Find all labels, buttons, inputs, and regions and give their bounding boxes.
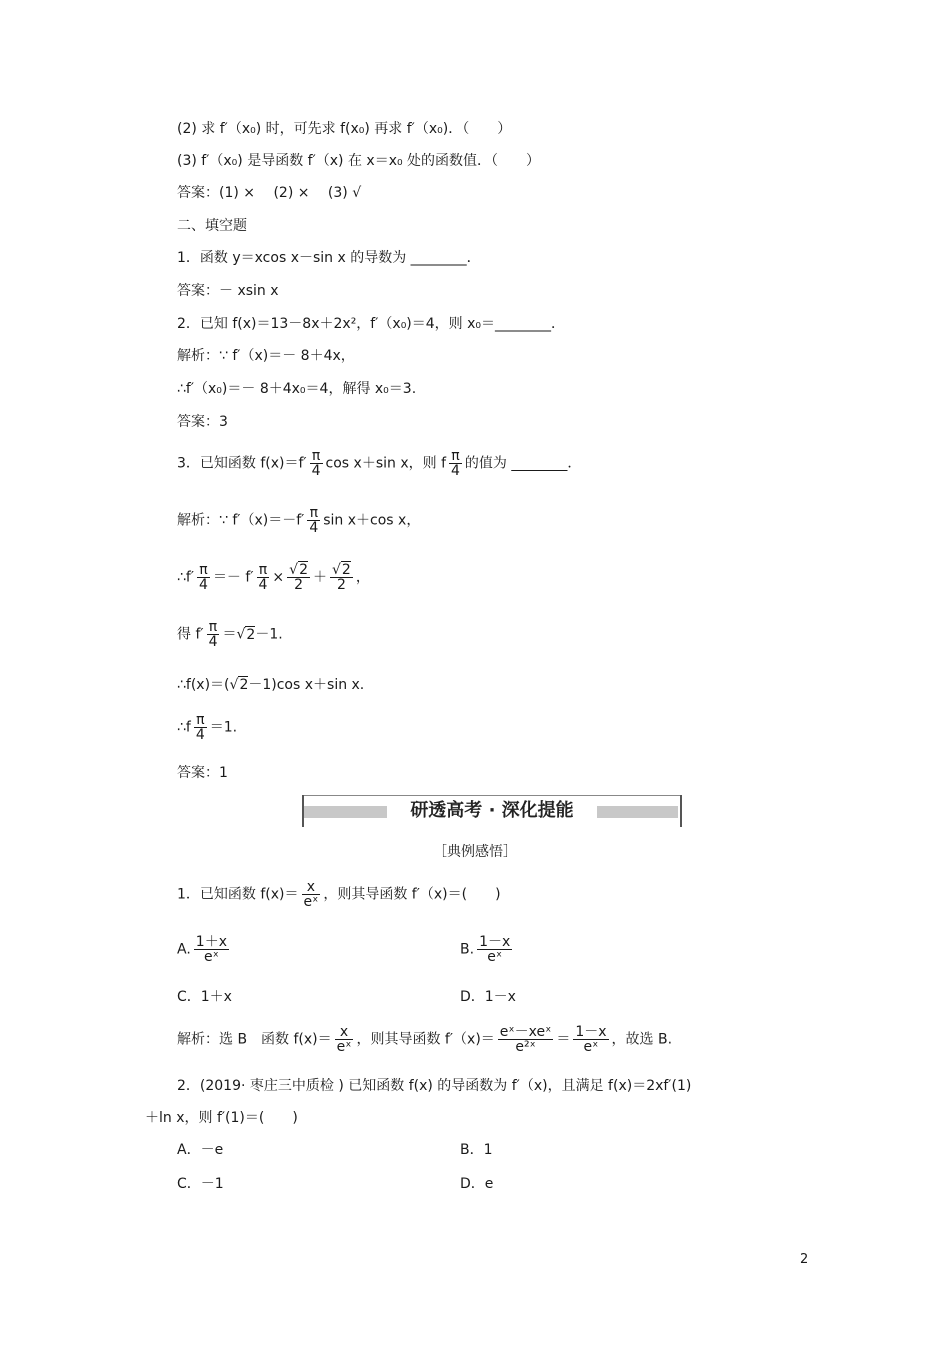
answer-line: 答案：3 (177, 414, 228, 430)
example-2-stem: 2．(2019· 枣庄三中质检 ) 已知函数 f(x) 的导函数为 f′（x)，且满足 f(x)＝2xf′(1) (177, 1078, 692, 1094)
option-a: A. $\frac{1+x}{\text{eˣ}}$ (177, 934, 227, 965)
question-3: 3．已知函数 f(x)＝f′ $\frac{\pi}{4}$ cos x＋sin x，则 f $\frac{\pi}{4}$ 的值为 ________． (177, 448, 582, 479)
example-1-solution: 解析：选 B 函数 f(x)＝ $\frac{x}{\text{eˣ}}$ ，则其导函数 f′（x)＝ $\frac{\text{eˣ－xeˣ}}{\text{e²ˣ}}$ ＝ $\frac{1-x}{\text{eˣ}}$ ，故选 B. (177, 1024, 673, 1055)
solution-line: 解析：∵ f′（x)＝－ 8＋4x， (177, 348, 355, 364)
solution-line: ∴f(x)＝(√2－1)cos x＋sin x. (177, 677, 365, 693)
answer-line: 答案：1 (177, 765, 228, 781)
page-number: 2 (800, 1252, 809, 1267)
solution-line: 得 f′ $\frac{\pi}{4}$ ＝√2－1. (177, 619, 283, 650)
question-2: 2．已知 f(x)＝13－8x＋2x²，f′（x₀)＝4，则 x₀＝________． (177, 316, 566, 332)
question-1: 1．函数 y＝xcos x－sin x 的导数为 ________． (177, 250, 481, 266)
option-c: C．1＋x (177, 989, 232, 1005)
solution-line: ∴f′ $\frac{\pi}{4}$ ＝－ f′ $\frac{\pi}{4}$ × $\frac{√2}{2}$ ＋ $\frac{√2}{2}$ ， (177, 562, 370, 593)
text-line: (3) f′（x₀) 是导函数 f′（x) 在 x＝x₀ 处的函数值．（ ） (177, 153, 541, 169)
option-b: B．1 (460, 1142, 493, 1158)
option-a: A．－e (177, 1142, 224, 1158)
section-heading: 二、填空题 (177, 218, 247, 234)
option-d: D．e (460, 1176, 494, 1192)
solution-line: ∴f′（x₀)＝－ 8＋4x₀＝4，解得 x₀＝3. (177, 381, 417, 397)
solution-line: ∴f $\frac{\pi}{4}$ ＝1. (177, 712, 238, 743)
option-d: D．1－x (460, 989, 516, 1005)
solution-line: 解析：∵ f′（x)＝－f′ $\frac{\pi}{4}$ sin x＋cos x， (177, 505, 421, 536)
option-c: C．－1 (177, 1176, 224, 1192)
section-banner (302, 795, 682, 827)
banner-title: 研透高考 · 深化提能 (387, 799, 597, 823)
answer-line: 答案：－ xsin x (177, 283, 279, 299)
subsection-heading: ［典例感悟］ (433, 844, 517, 860)
example-2-stem-cont: ＋ln x，则 f′(1)＝( ) (145, 1110, 298, 1126)
text-line: (2) 求 f′（x₀) 时，可先求 f(x₀) 再求 f′（x₀)．（ ） (177, 121, 512, 137)
example-1-stem: 1．已知函数 f(x)＝ $\frac{x}{\text{eˣ}}$ ，则其导函数 f′（x)＝( ) (177, 879, 501, 910)
option-b: B. $\frac{1-x}{\text{eˣ}}$ (460, 934, 511, 965)
answer-line: 答案：(1) × (2) × (3) √ (177, 185, 362, 201)
